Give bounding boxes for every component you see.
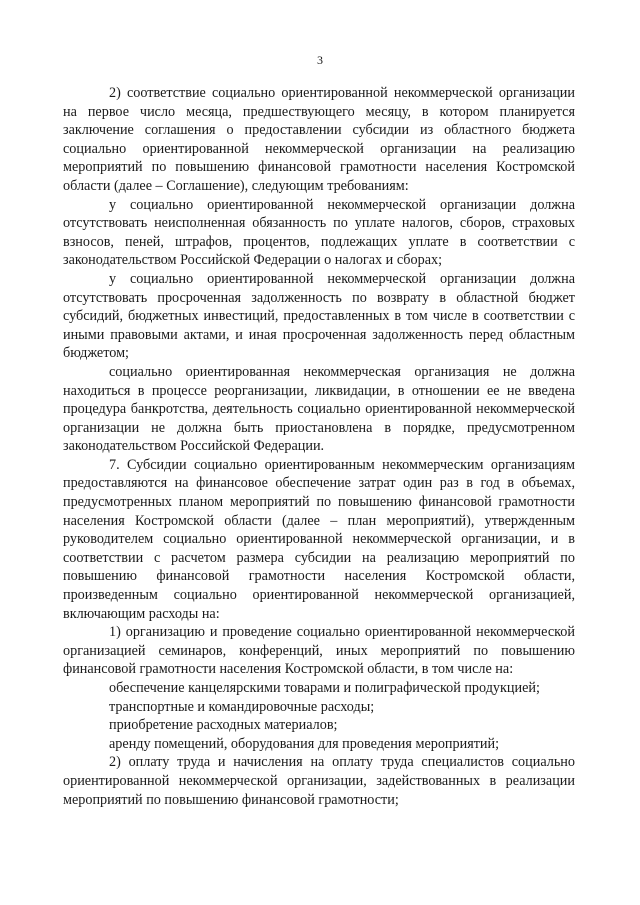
page-number: 3 [317,53,323,67]
paragraph-transport: транспортные и командировочные расходы; [109,698,375,715]
paragraph-no-budget-debt: у социально ориентированной некоммерческой организации должна отсутствовать просроченная задолженность по возврату в областной бюджет субсидий, бюджетных инвестиций, предоставленных в том числе в соответствии с иными правовыми актами, и иная просроченная задолженность перед областным бюджетом; [63,270,575,362]
paragraph-stationery: обеспечение канцелярскими товарами и полиграфической продукцией; [109,680,540,696]
document-body [63,84,575,809]
paragraph-no-tax-arrears: у социально ориентированной некоммерческой организации должна отсутствовать неисполненная обязанность по уплате налогов, сборов, страховых взносов, пеней, штрафов, процентов, подлежащих уплате в соответствии с законодательством Российской Федерации о налогах и сборах; [63,196,575,269]
paragraph-materials: приобретение расходных материалов; [109,717,338,734]
paragraph-rent: аренду помещений, оборудования для проведения мероприятий; [109,735,500,752]
paragraph-expense-salaries: 2) оплату труда и начисления на оплату труда специалистов социально ориентированной некоммерческой организации, задействованных в реализации мероприятий по повышению финансовой грамотности; [63,754,575,808]
paragraph-item-2-compliance: 2) соответствие социально ориентированной некоммерческой организации на первое число месяца, предшествующего месяцу, в котором планируется заключение соглашения о предоставлении субсидии из областного бюджета социально ориентированной некоммерческой организации на реализацию мероприятий по повышению финансовой грамотности населения Костромской области (далее – Соглашение), следующим требованиям: [63,85,575,194]
paragraph-expense-seminars: 1) организацию и проведение социально ориентированной некоммерческой организацией семинаров, конференций, иных мероприятий по повышению финансовой грамотности населения Костромской области, в том числе на: [63,624,575,678]
paragraph-no-reorganization: социально ориентированная некоммерческая организация не должна находиться в процессе реорганизации, ликвидации, в отношении ее не введена процедура банкротства, деятельность социально ориентированной некоммерческой организации не должна быть приостановлена в порядке, предусмотренном законодательством Российской Федерации. [63,363,575,455]
paragraph-item-7-subsidies: 7. Субсидии социально ориентированным некоммерческим организациям предоставляются на финансовое обеспечение затрат один раз в год в объемах, предусмотренных планом мероприятий по повышению финансовой грамотности населения Костромской области (далее – план мероприятий), утвержденным руководителем социально ориентированной некоммерческой организации, и в соответствии с расчетом размера субсидии на реализацию мероприятий по повышению финансовой грамотности населения Костромской области, произведенным социально ориентированной некоммерческой организацией, включающим расходы на: [63,456,575,622]
